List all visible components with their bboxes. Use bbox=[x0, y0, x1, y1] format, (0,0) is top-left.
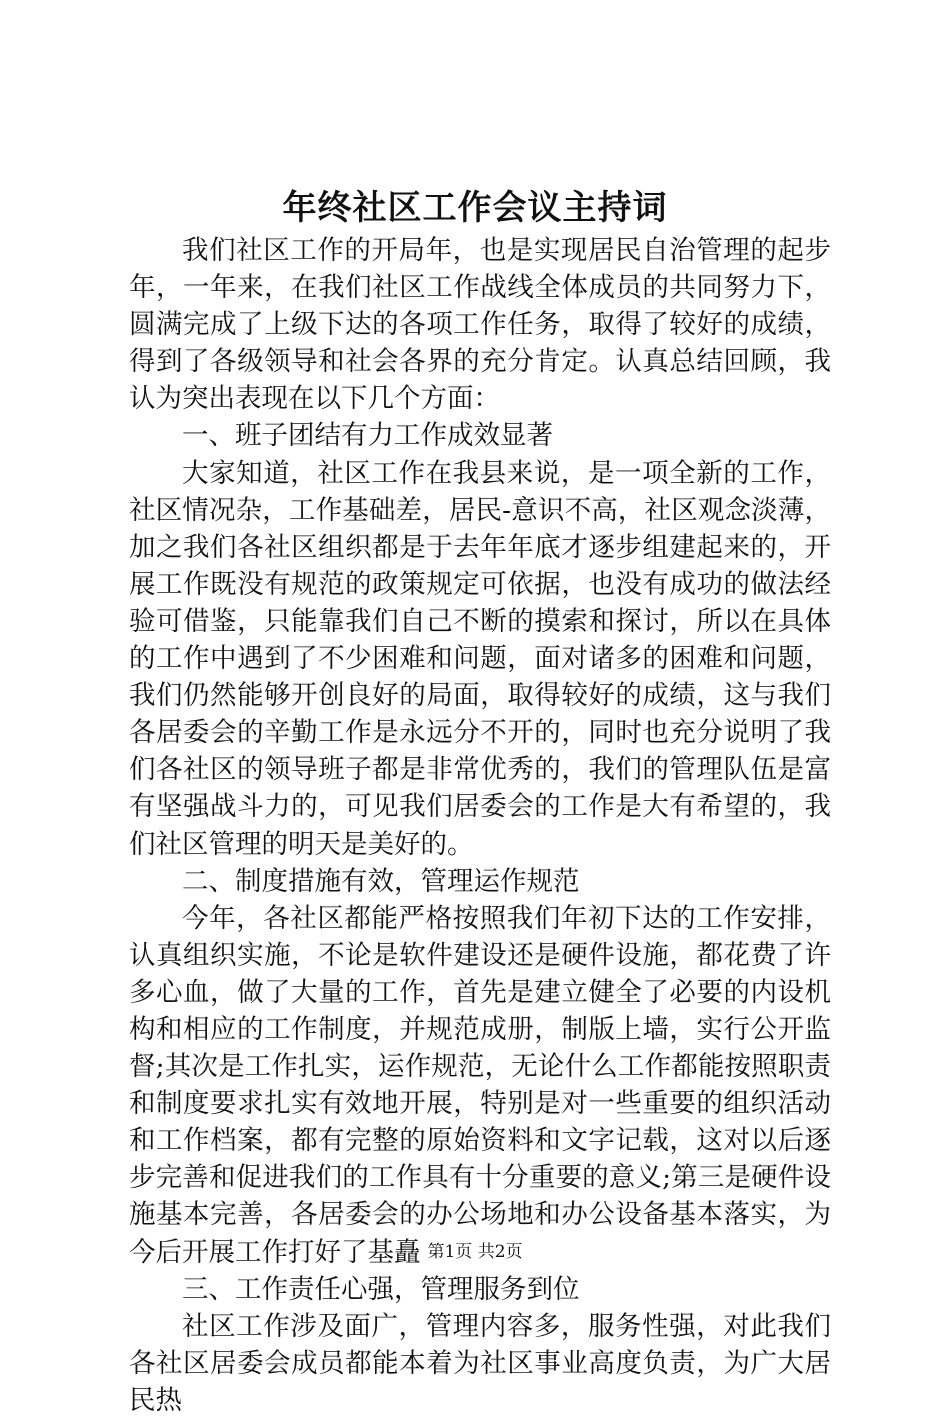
paragraph-section-2: 今年，各社区都能严格按照我们年初下达的工作安排，认真组织实施，不论是软件建设还是硬件设施，都花费了许多心血，做了大量的工作，首先是建立健全了必要的内设机构和相应的工作制度，并规范成册，制版上墙，实行公开监督;其次是工作扎实，运作规范，无论什么工作都能按照职责和制度要求扎实有效地开展，特别是对一些重要的组织活动和工作档案，都有完整的原始资料和文字记载，这对以后逐步完善和促进我们的工作具有十分重要的意义;第三是硬件设施基本完善，各居委会的办公场地和办公设备基本落实，为今后开展工作打好了基矗 bbox=[129, 902, 831, 1268]
section-heading-3: 三、工作责任心强，管理服务到位 bbox=[182, 1273, 580, 1305]
page-indicator: 第1页 共2页 bbox=[427, 1242, 523, 1262]
document-title: 年终社区工作会议主持词 bbox=[282, 188, 668, 228]
section-heading-1: 一、班子团结有力工作成效显著 bbox=[182, 420, 553, 452]
paragraph-intro: 我们社区工作的开局年，也是实现居民自治管理的起步年，一年来，在我们社区工作战线全体成员的共同努力下，圆满完成了上级下达的各项工作任务，取得了较好的成绩，得到了各级领导和社会各界的充分肯定。认真总结回顾，我认为突出表现在以下几个方面： bbox=[129, 235, 831, 415]
section-heading-2: 二、制度措施有效，管理运作规范 bbox=[182, 865, 580, 897]
page-footer bbox=[0, 1240, 950, 1264]
paragraph-section-3: 社区工作涉及面广，管理内容多，服务性强，对此我们各社区居委会成员都能本着为社区事业高度负责，为广大居民热 bbox=[129, 1310, 831, 1416]
paragraph-section-1: 大家知道，社区工作在我县来说，是一项全新的工作，社区情况杂，工作基础差，居民-意识不高，社区观念淡薄，加之我们各社区组织都是于去年年底才逐步组建起来的，开展工作既没有规范的政策规定可依据，也没有成功的做法经验可借鉴，只能靠我们自己不断的摸索和探讨，所以在具体的工作中遇到了不少困难和问题，面对诸多的困难和问题，我们仍然能够开创良好的局面，取得较好的成绩，这与我们各居委会的辛勤工作是永远分不开的，同时也充分说明了我们各社区的领导班子都是非常优秀的，我们的管理队伍是富有坚强战斗力的，可见我们居委会的工作是大有希望的，我们社区管理的明天是美好的。 bbox=[129, 457, 831, 860]
